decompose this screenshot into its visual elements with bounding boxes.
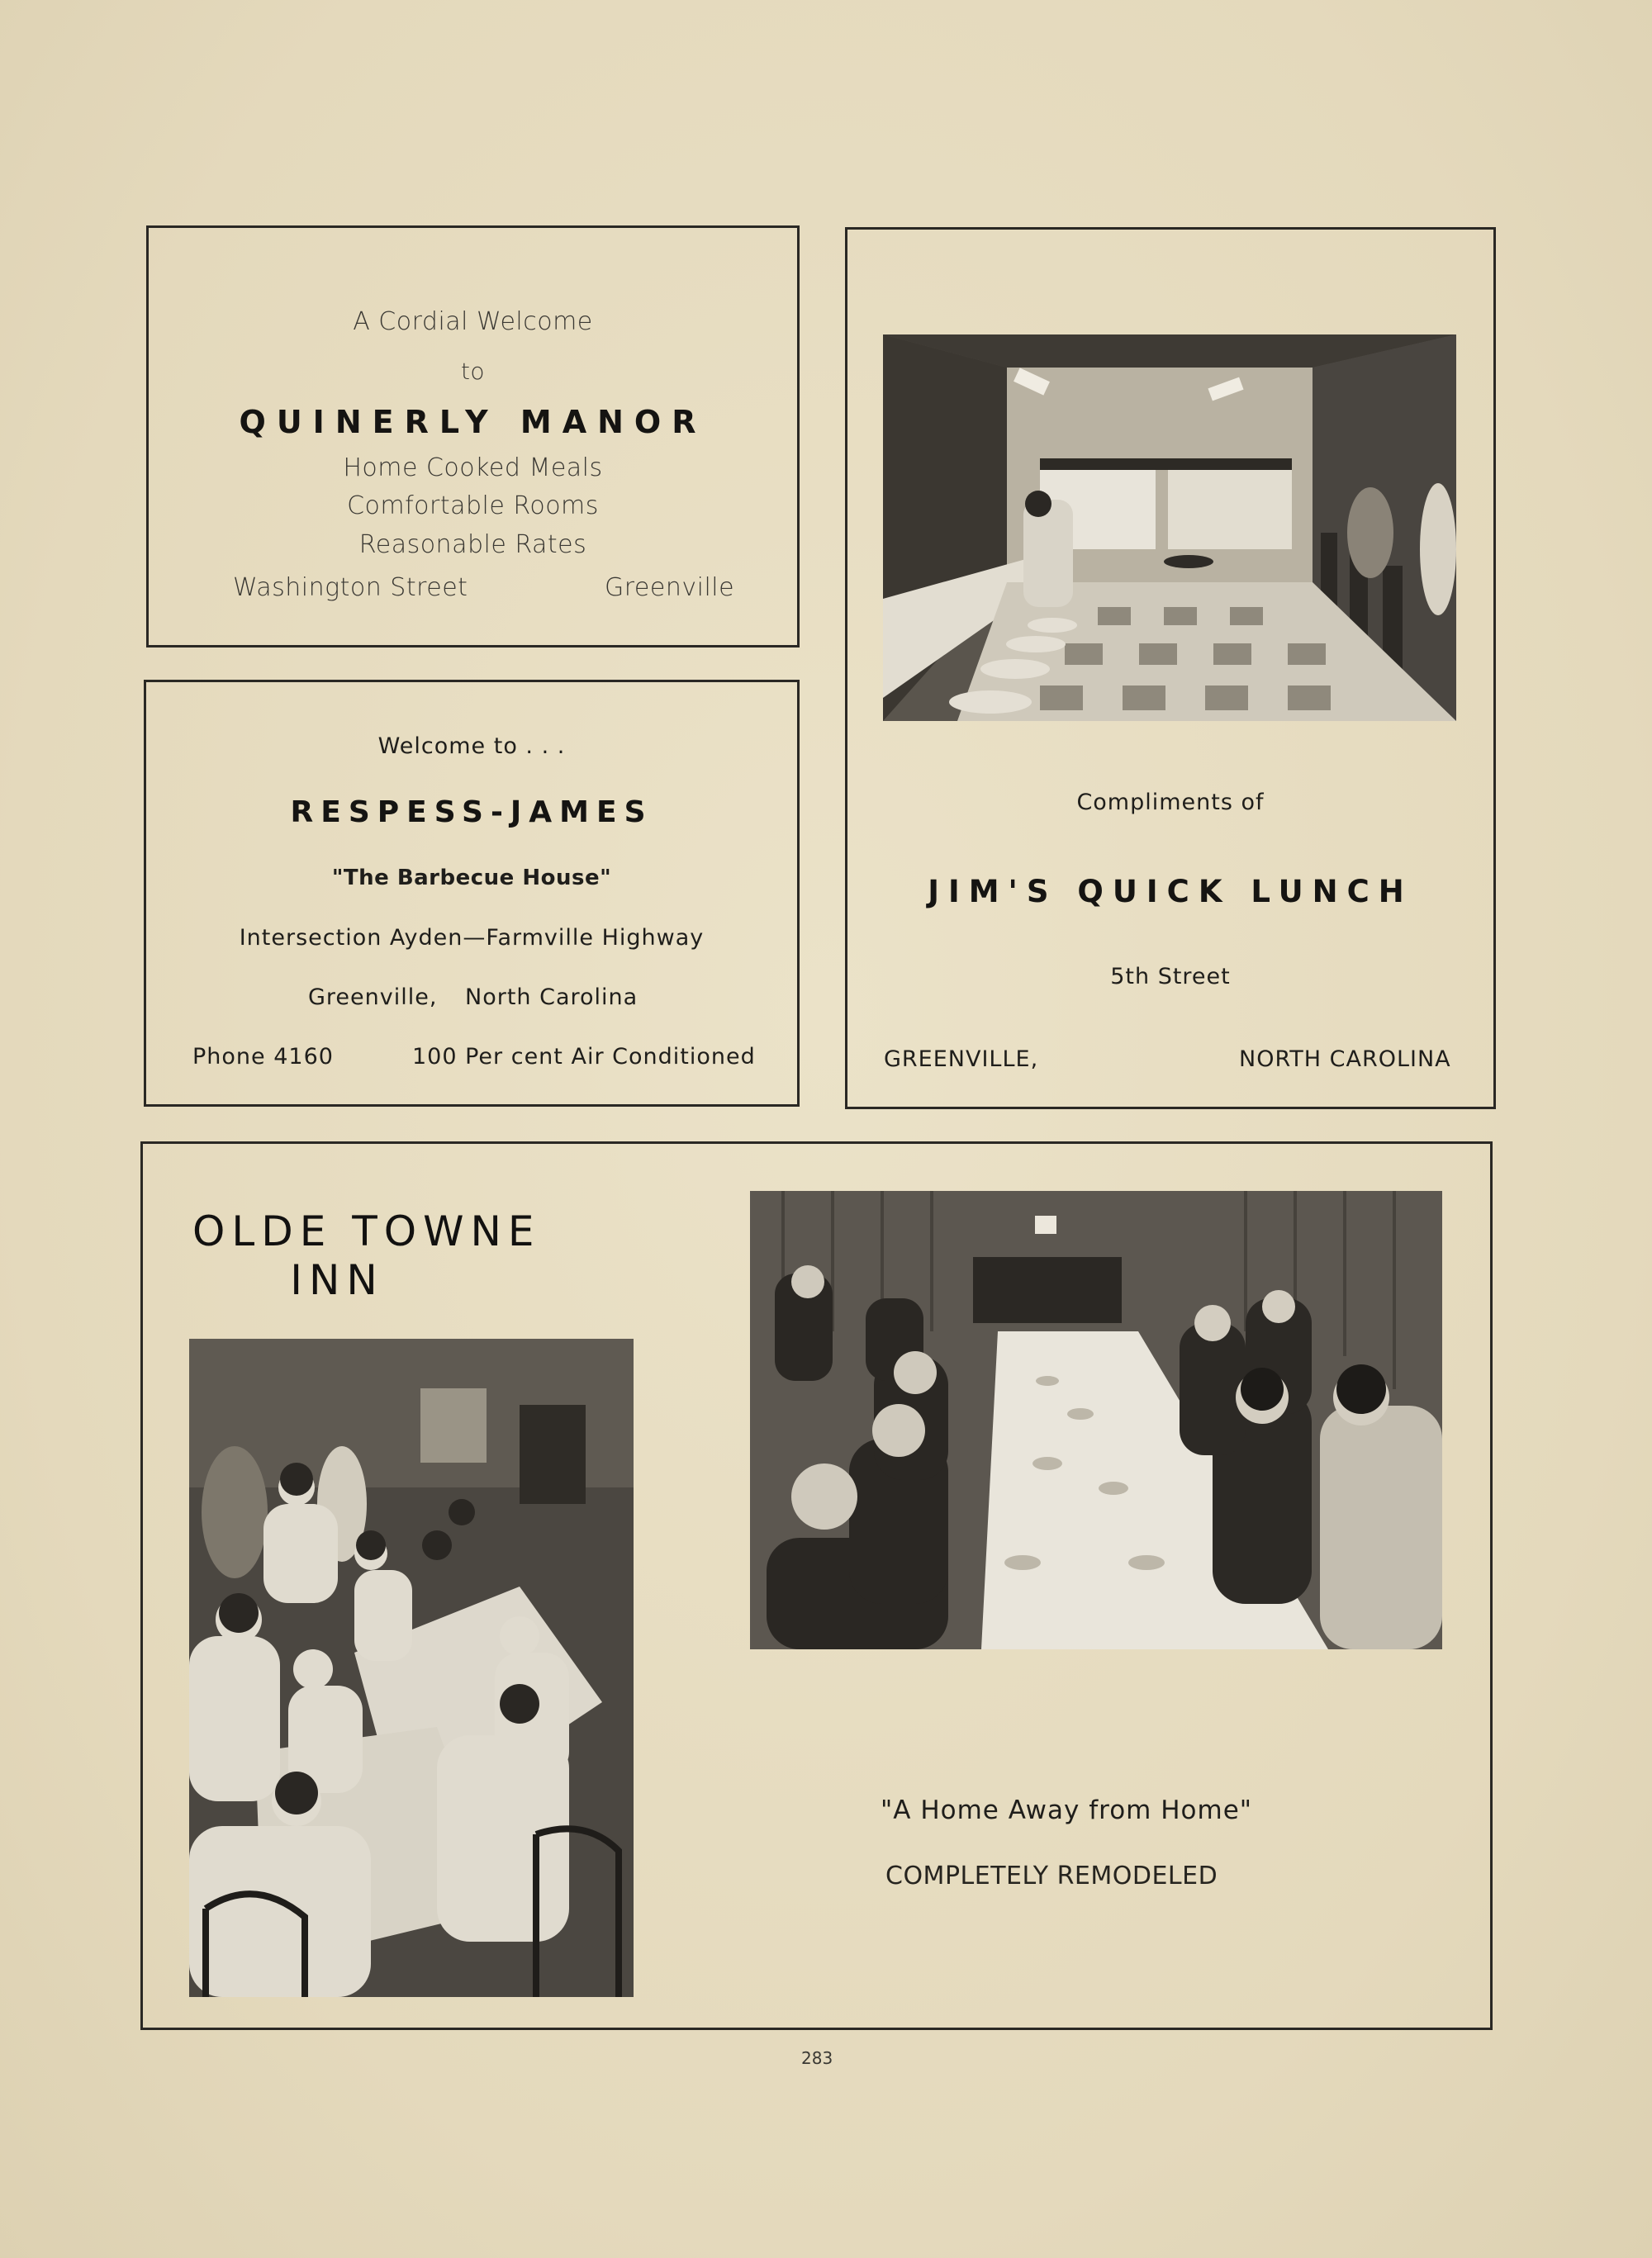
page-number: 283 <box>801 2048 833 2068</box>
quinerly-feature-rates: Reasonable Rates <box>358 530 587 559</box>
olde-remodeled: COMPLETELY REMODELED <box>885 1862 1218 1890</box>
ad-olde-towne-inn <box>140 1141 1493 2030</box>
dining-room-photo <box>189 1339 634 1997</box>
ad-respess-james <box>144 680 800 1107</box>
jims-city: GREENVILLE, <box>884 1046 1039 1072</box>
respess-city: Greenville, <box>308 984 438 1010</box>
respess-phone: Phone 4160 <box>192 1044 334 1070</box>
quinerly-street: Washington Street <box>233 573 468 602</box>
respess-title: RESPESS-JAMES <box>290 795 653 829</box>
ad-quinerly-manor <box>146 225 800 648</box>
respess-air-conditioned: 100 Per cent Air Conditioned <box>412 1044 756 1070</box>
olde-slogan: "A Home Away from Home" <box>881 1795 1253 1825</box>
respess-tagline: "The Barbecue House" <box>331 866 612 890</box>
olde-title-line1: OLDE TOWNE <box>192 1207 541 1255</box>
ad-jims-quick-lunch <box>845 227 1496 1109</box>
jims-street: 5th Street <box>1110 964 1231 989</box>
respess-state: North Carolina <box>465 984 638 1010</box>
quinerly-city: Greenville <box>605 573 735 602</box>
respess-intersection: Intersection Ayden—Farmville Highway <box>239 925 705 951</box>
jims-compliments: Compliments of <box>1076 790 1265 815</box>
quinerly-to: to <box>460 358 486 385</box>
jims-title: JIM'S QUICK LUNCH <box>928 874 1413 909</box>
olde-title-line2: INN <box>290 1256 384 1304</box>
quinerly-feature-meals: Home Cooked Meals <box>343 453 603 482</box>
lunch-counter-photo <box>883 334 1456 721</box>
jims-state: NORTH CAROLINA <box>1239 1046 1451 1072</box>
quinerly-welcome: A Cordial Welcome <box>353 307 593 336</box>
quinerly-feature-rooms: Comfortable Rooms <box>347 491 599 520</box>
quinerly-title: QUINERLY MANOR <box>239 404 707 440</box>
banquet-photo <box>750 1191 1442 1649</box>
respess-welcome: Welcome to . . . <box>377 733 566 759</box>
